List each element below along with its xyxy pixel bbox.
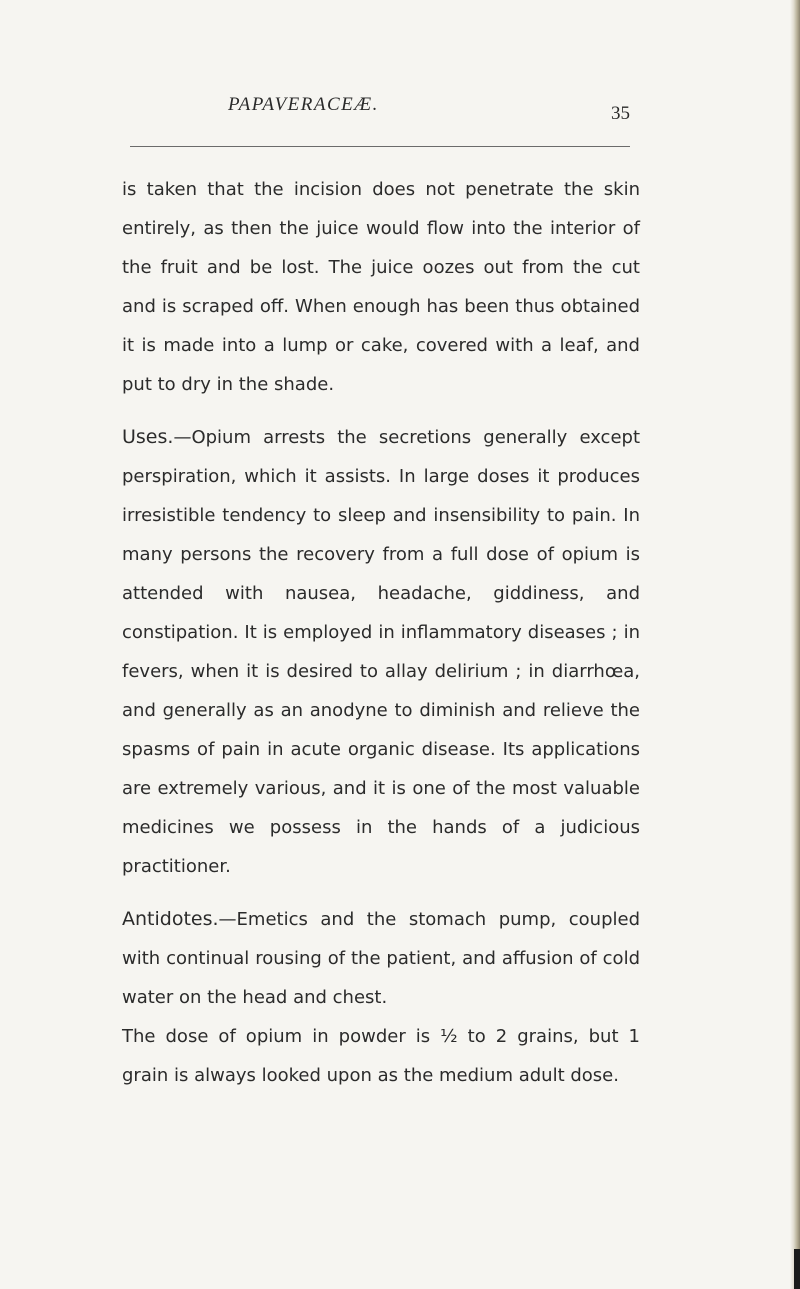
- paragraph-uses: [122, 418, 640, 886]
- paragraph-uses-body: —Opium arrests the secretions generally except perspiration, which it assists. In large doses it produces irresistible tendency to sleep and insensibility to pain. In many persons the recovery from a full dose of opium is attended with nausea, headache, giddiness, and constipation. It is employed in inflammatory diseases ; in fevers, when it is desired to allay delirium ; in diarrhœa, and generally as an anodyne to diminish and relieve the spasms of pain in acute organic disease. Its applications are extremely various, and it is one of the most valuable medicines we possess in the hands of a judicious practitioner.: [122, 427, 640, 877]
- running-title: PAPAVERACEÆ.: [228, 94, 379, 115]
- paragraph-antidotes-body: —Emetics and the stomach pump, coupled with continual rousing of the patient, and affusion of cold water on the head and chest.: [122, 909, 640, 1008]
- paragraph-antidotes: [122, 900, 640, 1017]
- paragraph-dose: The dose of opium in powder is ½ to 2 grains, but 1 grain is always looked upon as the medium adult dose.: [122, 1026, 640, 1086]
- body-text: [122, 170, 640, 1095]
- page-edge-shadow: [790, 0, 800, 1289]
- page-header: [0, 94, 800, 134]
- page-edge-mark: [794, 1249, 800, 1289]
- section-head-uses: Uses.: [122, 426, 174, 448]
- header-rule: [130, 146, 630, 147]
- paragraph-incision: is taken that the incision does not penetrate the skin entirely, as then the juice would flow into the interior of the fruit and be lost. The juice oozes out from the cut and is scraped off. When enough has been thus obtained it is made into a lump or cake, covered with a leaf, and put to dry in the shade.: [122, 179, 640, 395]
- page-number: 35: [611, 103, 630, 124]
- section-head-antidotes: Antidotes.: [122, 908, 219, 930]
